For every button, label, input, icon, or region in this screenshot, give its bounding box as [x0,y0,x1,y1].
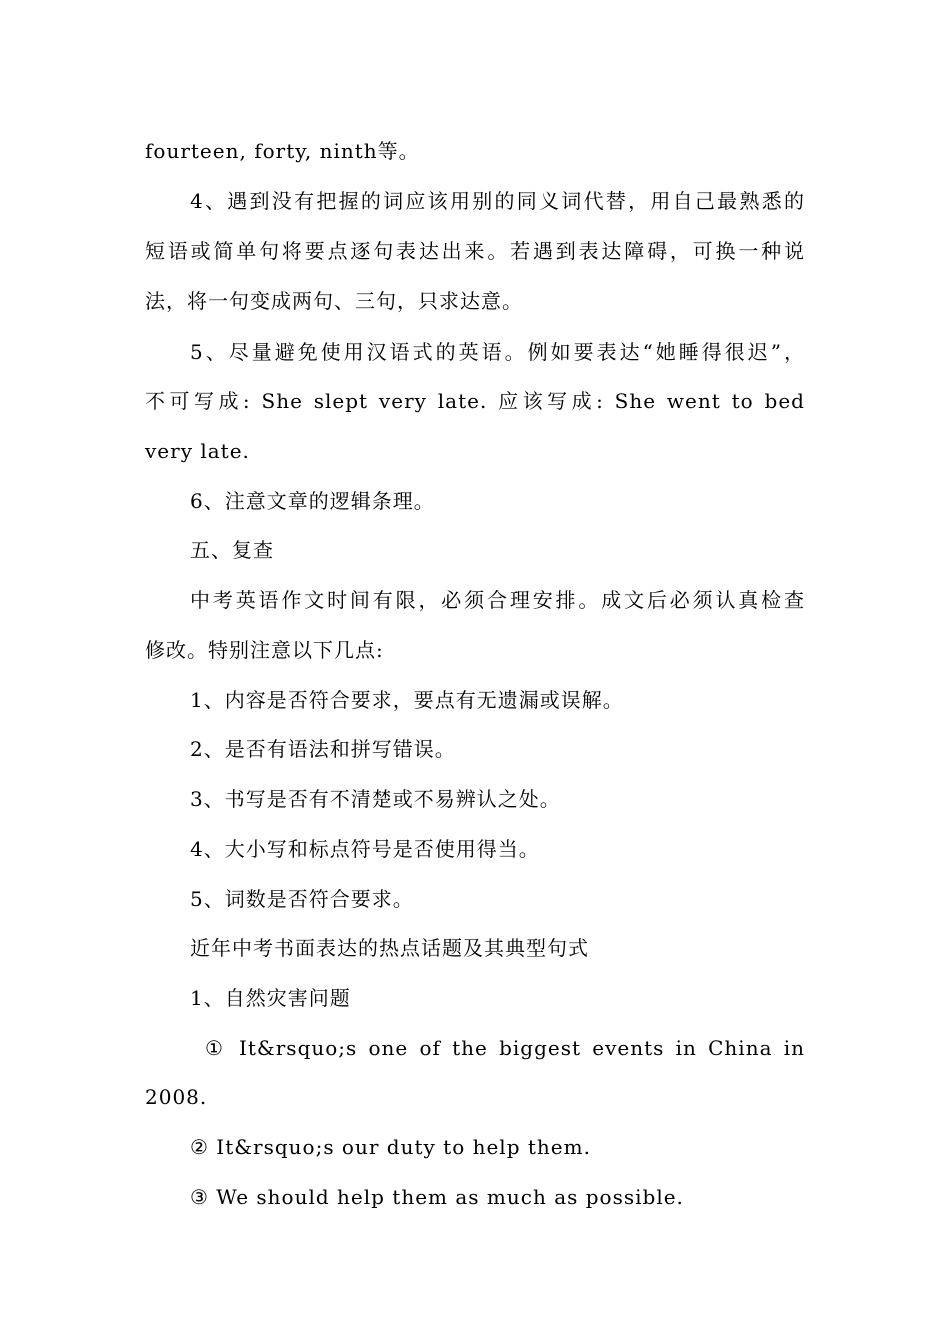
section-heading: 近年中考书面表达的热点话题及其典型句式 [190,936,589,960]
text-line: very late. [145,439,250,463]
list-item: 1、内容是否符合要求，要点有无遗漏或误解。 [190,688,624,712]
topic-heading: 1、自然灾害问题 [190,986,351,1010]
section-heading: 五、复查 [190,538,274,562]
example-sentence: 2008. [145,1085,208,1109]
text-line: 6、注意文章的逻辑条理。 [190,489,435,513]
text-line: 4、遇到没有把握的词应该用别的同义词代替，用自己最熟悉的 [190,189,805,213]
example-sentence: ① It&rsquo;s one of the biggest events in China in [205,1036,805,1060]
example-sentence: ② It&rsquo;s our duty to help them. [190,1135,591,1159]
text-line: 短语或简单句将要点逐句表达出来。若遇到表达障碍，可换一种说 [145,239,805,263]
text-line: 不可写成: She slept very late. 应该写成: She went to bed [145,389,805,413]
text-line: 法，将一句变成两句、三句，只求达意。 [145,289,523,313]
example-sentence: ③ We should help them as much as possible. [190,1185,684,1209]
text-line: fourteen, forty, ninth等。 [145,139,420,163]
text-line: 中考英语作文时间有限，必须合理安排。成文后必须认真检查 [190,588,805,612]
text-line: 5、尽量避免使用汉语式的英语。例如要表达“她睡得很迟”， [190,340,805,364]
list-item: 4、大小写和标点符号是否使用得当。 [190,837,540,861]
list-item: 5、词数是否符合要求。 [190,887,414,911]
list-item: 3、书写是否有不清楚或不易辨认之处。 [190,787,561,811]
list-item: 2、是否有语法和拼写错误。 [190,737,456,761]
text-line: 修改。特别注意以下几点: [145,638,384,662]
